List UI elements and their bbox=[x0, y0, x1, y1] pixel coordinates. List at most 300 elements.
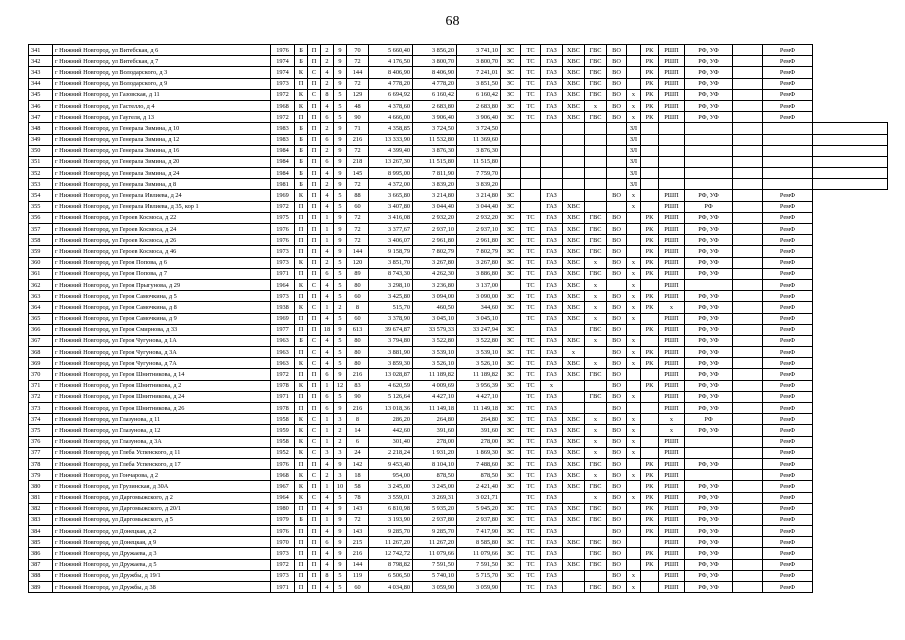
cell-maintenance: РемФ bbox=[763, 414, 813, 425]
cell-row-number: 356 bbox=[29, 212, 53, 223]
cell-address: г Нижний Новгород, ул Героев Космоса, д 26 bbox=[53, 235, 271, 246]
cell-heating: ЗС bbox=[501, 324, 521, 335]
cell-row-number: 364 bbox=[29, 302, 53, 313]
cell-wall-type: П bbox=[308, 235, 321, 246]
cell-living-area: 33 579,33 bbox=[413, 324, 457, 335]
cell-total-area: 12 742,72 bbox=[369, 548, 413, 559]
cell-extra bbox=[733, 257, 763, 268]
cell-wall-type: П bbox=[308, 201, 321, 212]
cell-gas: ГАЗ bbox=[541, 45, 563, 56]
cell-facade-type: РФ, УФ bbox=[685, 67, 733, 78]
cell-living-area: 391,60 bbox=[413, 425, 457, 436]
cell-gas: ГАЗ bbox=[541, 268, 563, 279]
cell-garbage-chute bbox=[627, 380, 641, 391]
cell-heat-supply: ТС bbox=[521, 89, 541, 100]
table-row bbox=[29, 470, 888, 481]
cell-facade-type: РФ, УФ bbox=[685, 56, 733, 67]
cell-living-area: 3 876,30 bbox=[413, 145, 457, 156]
cell-heat-supply bbox=[521, 179, 541, 190]
cell-entrances: 1 bbox=[321, 212, 334, 223]
cell-address: г Нижний Новгород, ул Героя Шнитникова, д 24 bbox=[53, 391, 271, 402]
cell-heating: ЗС bbox=[501, 257, 521, 268]
cell-sewerage bbox=[607, 179, 627, 190]
cell-repair-category bbox=[641, 179, 659, 190]
cell-floors: 5 bbox=[334, 335, 347, 346]
table-row bbox=[29, 548, 888, 559]
cell-heat-supply: ТС bbox=[521, 369, 541, 380]
cell-repair-category bbox=[641, 168, 659, 179]
table-row bbox=[29, 67, 888, 78]
cell-material: П bbox=[295, 201, 308, 212]
cell-sewerage: ВО bbox=[607, 347, 627, 358]
cell-material: Б bbox=[295, 123, 308, 134]
cell-residential-area: 3 724,50 bbox=[457, 123, 501, 134]
cell-heat-supply: ТС bbox=[521, 235, 541, 246]
cell-cold-water: ХВС bbox=[563, 78, 585, 89]
cell-row-number: 379 bbox=[29, 470, 53, 481]
cell-residential-area: 11 189,82 bbox=[457, 369, 501, 380]
cell-hot-water: х bbox=[585, 302, 607, 313]
cell-material: Б bbox=[295, 45, 308, 56]
cell-cold-water: ХВС bbox=[563, 559, 585, 570]
cell-network-type: РШП bbox=[659, 89, 685, 100]
cell-hot-water: ГВС bbox=[585, 458, 607, 469]
cell-material: Б bbox=[295, 56, 308, 67]
cell-floors: 5 bbox=[334, 279, 347, 290]
cell-address: г Нижний Новгород, ул Даргомыжского, д 2 bbox=[53, 492, 271, 503]
cell-row-number: 348 bbox=[29, 123, 53, 134]
cell-hot-water: х bbox=[585, 257, 607, 268]
cell-entrances: 6 bbox=[321, 369, 334, 380]
cell-maintenance: РемФ bbox=[763, 212, 813, 223]
cell-facade-type: РФ, УФ bbox=[685, 481, 733, 492]
cell-residential-area: 8 585,80 bbox=[457, 537, 501, 548]
cell-apartments: 6 bbox=[347, 436, 369, 447]
cell-floors: 5 bbox=[334, 201, 347, 212]
cell-apartments: 216 bbox=[347, 369, 369, 380]
cell-garbage-chute bbox=[627, 537, 641, 548]
cell-cold-water: ХВС bbox=[563, 112, 585, 123]
cell-entrances: 1 bbox=[321, 425, 334, 436]
cell-heat-supply: ТС bbox=[521, 112, 541, 123]
cell-year-built: 1938 bbox=[271, 302, 295, 313]
cell-hot-water: ГВС bbox=[585, 78, 607, 89]
cell-total-area: 8 798,82 bbox=[369, 559, 413, 570]
cell-entrances: 2 bbox=[321, 257, 334, 268]
cell-sewerage: ВО bbox=[607, 78, 627, 89]
cell-residential-area: 3 851,50 bbox=[457, 78, 501, 89]
cell-maintenance: РемФ bbox=[763, 582, 813, 593]
cell-year-built: 1975 bbox=[271, 212, 295, 223]
cell-sewerage bbox=[607, 134, 627, 145]
cell-cold-water: ХВС bbox=[563, 425, 585, 436]
table-row bbox=[29, 391, 888, 402]
cell-garbage-chute: ЗЛ bbox=[627, 156, 641, 167]
cell-gas: х bbox=[541, 380, 563, 391]
cell-sewerage: ВО bbox=[607, 458, 627, 469]
cell-entrances: 8 bbox=[321, 570, 334, 581]
cell-extra bbox=[733, 369, 763, 380]
cell-year-built: 1969 bbox=[271, 313, 295, 324]
cell-hot-water: ГВС bbox=[585, 324, 607, 335]
cell-floors: 9 bbox=[334, 503, 347, 514]
cell-repair-category: РК bbox=[641, 235, 659, 246]
cell-gas: ГАЗ bbox=[541, 425, 563, 436]
cell-entrances: 1 bbox=[321, 302, 334, 313]
cell-address: г Нижний Новгород, ул Генерала Зимина, д 16 bbox=[53, 145, 271, 156]
cell-row-number: 388 bbox=[29, 570, 53, 581]
cell-extra bbox=[733, 559, 763, 570]
cell-maintenance: РемФ bbox=[763, 235, 813, 246]
cell-heating bbox=[501, 492, 521, 503]
cell-garbage-chute bbox=[627, 559, 641, 570]
cell-heat-supply: ТС bbox=[521, 347, 541, 358]
cell-heat-supply: ТС bbox=[521, 279, 541, 290]
cell-apartments: 60 bbox=[347, 291, 369, 302]
cell-garbage-chute: х bbox=[627, 470, 641, 481]
cell-total-area: 5 126,64 bbox=[369, 391, 413, 402]
cell-extra bbox=[733, 212, 763, 223]
cell-floors: 9 bbox=[334, 179, 347, 190]
cell-total-area: 4 358,85 bbox=[369, 123, 413, 134]
cell-network-type: РШП bbox=[659, 526, 685, 537]
cell-garbage-chute: ЗЛ bbox=[627, 123, 641, 134]
cell-hot-water: ГВС bbox=[585, 481, 607, 492]
cell-extra bbox=[733, 570, 763, 581]
cell-living-area: 3 522,80 bbox=[413, 335, 457, 346]
cell-heat-supply: ТС bbox=[521, 492, 541, 503]
cell-row-number: 352 bbox=[29, 168, 53, 179]
cell-wall-type: С bbox=[308, 358, 321, 369]
cell-network-type: РШП bbox=[659, 257, 685, 268]
cell-maintenance: РемФ bbox=[763, 526, 813, 537]
cell-network-type: РШП bbox=[659, 235, 685, 246]
cell-apartments: 72 bbox=[347, 514, 369, 525]
cell-floors: 5 bbox=[334, 291, 347, 302]
cell-hot-water bbox=[585, 190, 607, 201]
cell-living-area: 11 149,18 bbox=[413, 403, 457, 414]
cell-material: П bbox=[295, 403, 308, 414]
cell-entrances: 3 bbox=[321, 447, 334, 458]
cell-year-built: 1984 bbox=[271, 168, 295, 179]
cell-address: г Нижний Новгород, ул Героя Самочкина, д 8 bbox=[53, 302, 271, 313]
cell-heat-supply: ТС bbox=[521, 100, 541, 111]
cell-cold-water: ХВС bbox=[563, 201, 585, 212]
cell-heat-supply: ТС bbox=[521, 380, 541, 391]
cell-apartments: 72 bbox=[347, 179, 369, 190]
cell-repair-category: РК bbox=[641, 291, 659, 302]
cell-sewerage: ВО bbox=[607, 414, 627, 425]
cell-floors: 3 bbox=[334, 414, 347, 425]
cell-floors: 9 bbox=[334, 514, 347, 525]
cell-row-number: 368 bbox=[29, 347, 53, 358]
cell-cold-water bbox=[563, 123, 585, 134]
cell-sewerage: ВО bbox=[607, 291, 627, 302]
cell-row-number: 366 bbox=[29, 324, 53, 335]
cell-cold-water: ХВС bbox=[563, 45, 585, 56]
cell-facade-type: РФ, УФ bbox=[685, 358, 733, 369]
cell-heating: ЗС bbox=[501, 559, 521, 570]
cell-maintenance: РемФ bbox=[763, 335, 813, 346]
cell-maintenance: РемФ bbox=[763, 492, 813, 503]
cell-cold-water: ХВС bbox=[563, 279, 585, 290]
cell-material: К bbox=[295, 470, 308, 481]
cell-residential-area: 3 539,10 bbox=[457, 347, 501, 358]
cell-heat-supply: ТС bbox=[521, 570, 541, 581]
cell-hot-water: ГВС bbox=[585, 67, 607, 78]
cell-living-area: 5 935,20 bbox=[413, 503, 457, 514]
cell-maintenance: РемФ bbox=[763, 291, 813, 302]
cell-apartments: 14 bbox=[347, 425, 369, 436]
cell-total-area: 3 378,90 bbox=[369, 313, 413, 324]
cell-residential-area: 2 421,40 bbox=[457, 481, 501, 492]
cell-year-built: 1972 bbox=[271, 89, 295, 100]
cell-apartments: 143 bbox=[347, 526, 369, 537]
cell-undefined bbox=[813, 134, 888, 145]
cell-extra bbox=[733, 503, 763, 514]
cell-row-number: 365 bbox=[29, 313, 53, 324]
cell-garbage-chute: х bbox=[627, 492, 641, 503]
cell-year-built: 1964 bbox=[271, 279, 295, 290]
cell-residential-area: 5 715,70 bbox=[457, 570, 501, 581]
cell-gas: ГАЗ bbox=[541, 112, 563, 123]
cell-hot-water bbox=[585, 526, 607, 537]
cell-row-number: 378 bbox=[29, 458, 53, 469]
cell-row-number: 361 bbox=[29, 268, 53, 279]
table-row bbox=[29, 190, 888, 201]
cell-apartments: 80 bbox=[347, 335, 369, 346]
cell-gas: ГАЗ bbox=[541, 447, 563, 458]
cell-hot-water: ГВС bbox=[585, 112, 607, 123]
cell-living-area: 7 802,79 bbox=[413, 246, 457, 257]
cell-year-built: 1972 bbox=[271, 201, 295, 212]
cell-repair-category bbox=[641, 537, 659, 548]
cell-entrances: 4 bbox=[321, 168, 334, 179]
table-row bbox=[29, 257, 888, 268]
cell-heating: ЗС bbox=[501, 302, 521, 313]
cell-apartments: 144 bbox=[347, 559, 369, 570]
cell-network-type: РШП bbox=[659, 403, 685, 414]
cell-apartments: 613 bbox=[347, 324, 369, 335]
cell-floors: 9 bbox=[334, 548, 347, 559]
cell-garbage-chute bbox=[627, 481, 641, 492]
table-row bbox=[29, 514, 888, 525]
cell-living-area: 4 009,69 bbox=[413, 380, 457, 391]
cell-living-area: 6 160,42 bbox=[413, 89, 457, 100]
cell-residential-area: 2 683,80 bbox=[457, 100, 501, 111]
cell-heating: ЗС bbox=[501, 481, 521, 492]
cell-row-number: 385 bbox=[29, 537, 53, 548]
cell-repair-category bbox=[641, 391, 659, 402]
cell-network-type: РШП bbox=[659, 279, 685, 290]
cell-residential-area: 3 059,90 bbox=[457, 582, 501, 593]
cell-facade-type: РФ, УФ bbox=[685, 403, 733, 414]
cell-gas: ГАЗ bbox=[541, 548, 563, 559]
cell-material: К bbox=[295, 302, 308, 313]
cell-heating: ЗС bbox=[501, 235, 521, 246]
cell-row-number: 358 bbox=[29, 235, 53, 246]
cell-heating: ЗС bbox=[501, 548, 521, 559]
cell-network-type: РШП bbox=[659, 492, 685, 503]
cell-facade-type: РФ, УФ bbox=[685, 492, 733, 503]
table-row bbox=[29, 89, 888, 100]
cell-material: К bbox=[295, 257, 308, 268]
cell-gas bbox=[541, 145, 563, 156]
cell-heat-supply: ТС bbox=[521, 526, 541, 537]
cell-floors: 9 bbox=[334, 145, 347, 156]
cell-material: П bbox=[295, 291, 308, 302]
cell-address: г Нижний Новгород, ул Героев Космоса, д 22 bbox=[53, 212, 271, 223]
cell-material: Б bbox=[295, 179, 308, 190]
cell-extra bbox=[733, 168, 763, 179]
cell-hot-water: х bbox=[585, 291, 607, 302]
cell-maintenance: РемФ bbox=[763, 246, 813, 257]
cell-network-type: РШП bbox=[659, 224, 685, 235]
cell-row-number: 377 bbox=[29, 447, 53, 458]
cell-floors: 3 bbox=[334, 470, 347, 481]
cell-entrances: 4 bbox=[321, 246, 334, 257]
cell-wall-type: П bbox=[308, 324, 321, 335]
cell-extra bbox=[733, 537, 763, 548]
cell-cold-water bbox=[563, 190, 585, 201]
table-row bbox=[29, 447, 888, 458]
cell-row-number: 360 bbox=[29, 257, 53, 268]
cell-heating: ЗС bbox=[501, 190, 521, 201]
cell-floors: 2 bbox=[334, 302, 347, 313]
cell-address: г Нижний Новгород, ул Дружбы, д 19/1 bbox=[53, 570, 271, 581]
cell-cold-water: ХВС bbox=[563, 257, 585, 268]
cell-total-area: 5 660,40 bbox=[369, 45, 413, 56]
cell-maintenance: РемФ bbox=[763, 447, 813, 458]
cell-floors: 9 bbox=[334, 56, 347, 67]
cell-facade-type bbox=[685, 447, 733, 458]
cell-garbage-chute: х bbox=[627, 201, 641, 212]
cell-repair-category: РК bbox=[641, 481, 659, 492]
cell-address: г Нижний Новгород, ул Генерала Зимина, д 12 bbox=[53, 134, 271, 145]
cell-garbage-chute: х bbox=[627, 190, 641, 201]
cell-repair-category: РК bbox=[641, 358, 659, 369]
cell-residential-area: 11 515,80 bbox=[457, 156, 501, 167]
cell-address: г Нижний Новгород, ул Генерала Ивлиева, д 35, кор 1 bbox=[53, 201, 271, 212]
cell-total-area: 286,20 bbox=[369, 414, 413, 425]
cell-living-area: 4 427,10 bbox=[413, 391, 457, 402]
cell-wall-type: П bbox=[308, 537, 321, 548]
cell-year-built: 1978 bbox=[271, 380, 295, 391]
cell-network-type: РШП bbox=[659, 369, 685, 380]
cell-row-number: 355 bbox=[29, 201, 53, 212]
cell-wall-type: С bbox=[308, 335, 321, 346]
cell-extra bbox=[733, 56, 763, 67]
cell-total-area: 4 778,20 bbox=[369, 78, 413, 89]
cell-network-type: РШП bbox=[659, 347, 685, 358]
cell-living-area: 460,50 bbox=[413, 302, 457, 313]
cell-heating: ЗС bbox=[501, 67, 521, 78]
cell-extra bbox=[733, 414, 763, 425]
cell-year-built: 1976 bbox=[271, 224, 295, 235]
cell-row-number: 369 bbox=[29, 358, 53, 369]
cell-total-area: 301,40 bbox=[369, 436, 413, 447]
cell-cold-water bbox=[563, 391, 585, 402]
cell-address: г Нижний Новгород, ул Героя Попова, д 6 bbox=[53, 257, 271, 268]
cell-address: г Нижний Новгород, ул Глеба Успенского, д 11 bbox=[53, 447, 271, 458]
cell-apartments: 89 bbox=[347, 268, 369, 279]
cell-hot-water: ГВС bbox=[585, 212, 607, 223]
cell-garbage-chute: х bbox=[627, 268, 641, 279]
cell-floors: 5 bbox=[334, 257, 347, 268]
cell-address: г Нижний Новгород, ул Генерала Ивлиева, д 24 bbox=[53, 190, 271, 201]
cell-repair-category: РК bbox=[641, 67, 659, 78]
cell-entrances: 4 bbox=[321, 582, 334, 593]
cell-facade-type bbox=[685, 168, 733, 179]
cell-sewerage: ВО bbox=[607, 514, 627, 525]
cell-cold-water bbox=[563, 168, 585, 179]
cell-sewerage: ВО bbox=[607, 335, 627, 346]
cell-heat-supply: ТС bbox=[521, 548, 541, 559]
cell-sewerage: ВО bbox=[607, 246, 627, 257]
cell-repair-category: РК bbox=[641, 559, 659, 570]
cell-extra bbox=[733, 224, 763, 235]
cell-apartments: 142 bbox=[347, 458, 369, 469]
cell-gas: ГАЗ bbox=[541, 526, 563, 537]
cell-repair-category: РК bbox=[641, 89, 659, 100]
cell-row-number: 359 bbox=[29, 246, 53, 257]
cell-year-built: 1976 bbox=[271, 458, 295, 469]
cell-residential-area: 3 956,39 bbox=[457, 380, 501, 391]
cell-living-area: 2 683,80 bbox=[413, 100, 457, 111]
cell-living-area: 3 839,20 bbox=[413, 179, 457, 190]
cell-garbage-chute: х bbox=[627, 436, 641, 447]
cell-gas bbox=[541, 123, 563, 134]
cell-row-number: 362 bbox=[29, 279, 53, 290]
cell-facade-type bbox=[685, 279, 733, 290]
cell-hot-water bbox=[585, 570, 607, 581]
cell-year-built: 1979 bbox=[271, 514, 295, 525]
cell-garbage-chute: х bbox=[627, 279, 641, 290]
cell-maintenance: РемФ bbox=[763, 559, 813, 570]
table-row bbox=[29, 313, 888, 324]
cell-facade-type bbox=[685, 145, 733, 156]
cell-facade-type bbox=[685, 123, 733, 134]
cell-year-built: 1959 bbox=[271, 425, 295, 436]
cell-maintenance: РемФ bbox=[763, 481, 813, 492]
cell-row-number: 363 bbox=[29, 291, 53, 302]
cell-extra bbox=[733, 190, 763, 201]
table-row bbox=[29, 458, 888, 469]
cell-apartments: 48 bbox=[347, 100, 369, 111]
cell-facade-type: РФ, УФ bbox=[685, 246, 733, 257]
cell-repair-category bbox=[641, 570, 659, 581]
cell-row-number: 342 bbox=[29, 56, 53, 67]
cell-cold-water: ХВС bbox=[563, 514, 585, 525]
cell-heat-supply: ТС bbox=[521, 447, 541, 458]
cell-row-number: 384 bbox=[29, 526, 53, 537]
cell-living-area: 3 906,40 bbox=[413, 112, 457, 123]
cell-garbage-chute: ЗЛ bbox=[627, 168, 641, 179]
cell-year-built: 1984 bbox=[271, 145, 295, 156]
cell-heat-supply: ТС bbox=[521, 246, 541, 257]
cell-hot-water: х bbox=[585, 425, 607, 436]
cell-facade-type bbox=[685, 156, 733, 167]
cell-facade-type: РФ, УФ bbox=[685, 369, 733, 380]
cell-wall-type: П bbox=[308, 134, 321, 145]
cell-heating: ЗС bbox=[501, 335, 521, 346]
cell-residential-area: 3 522,80 bbox=[457, 335, 501, 346]
cell-address: г Нижний Новгород, ул Героя Чугунова, д 3А bbox=[53, 347, 271, 358]
cell-gas: ГАЗ bbox=[541, 582, 563, 593]
cell-material: П bbox=[295, 503, 308, 514]
cell-sewerage: ВО bbox=[607, 548, 627, 559]
cell-residential-area: 11 079,66 bbox=[457, 548, 501, 559]
